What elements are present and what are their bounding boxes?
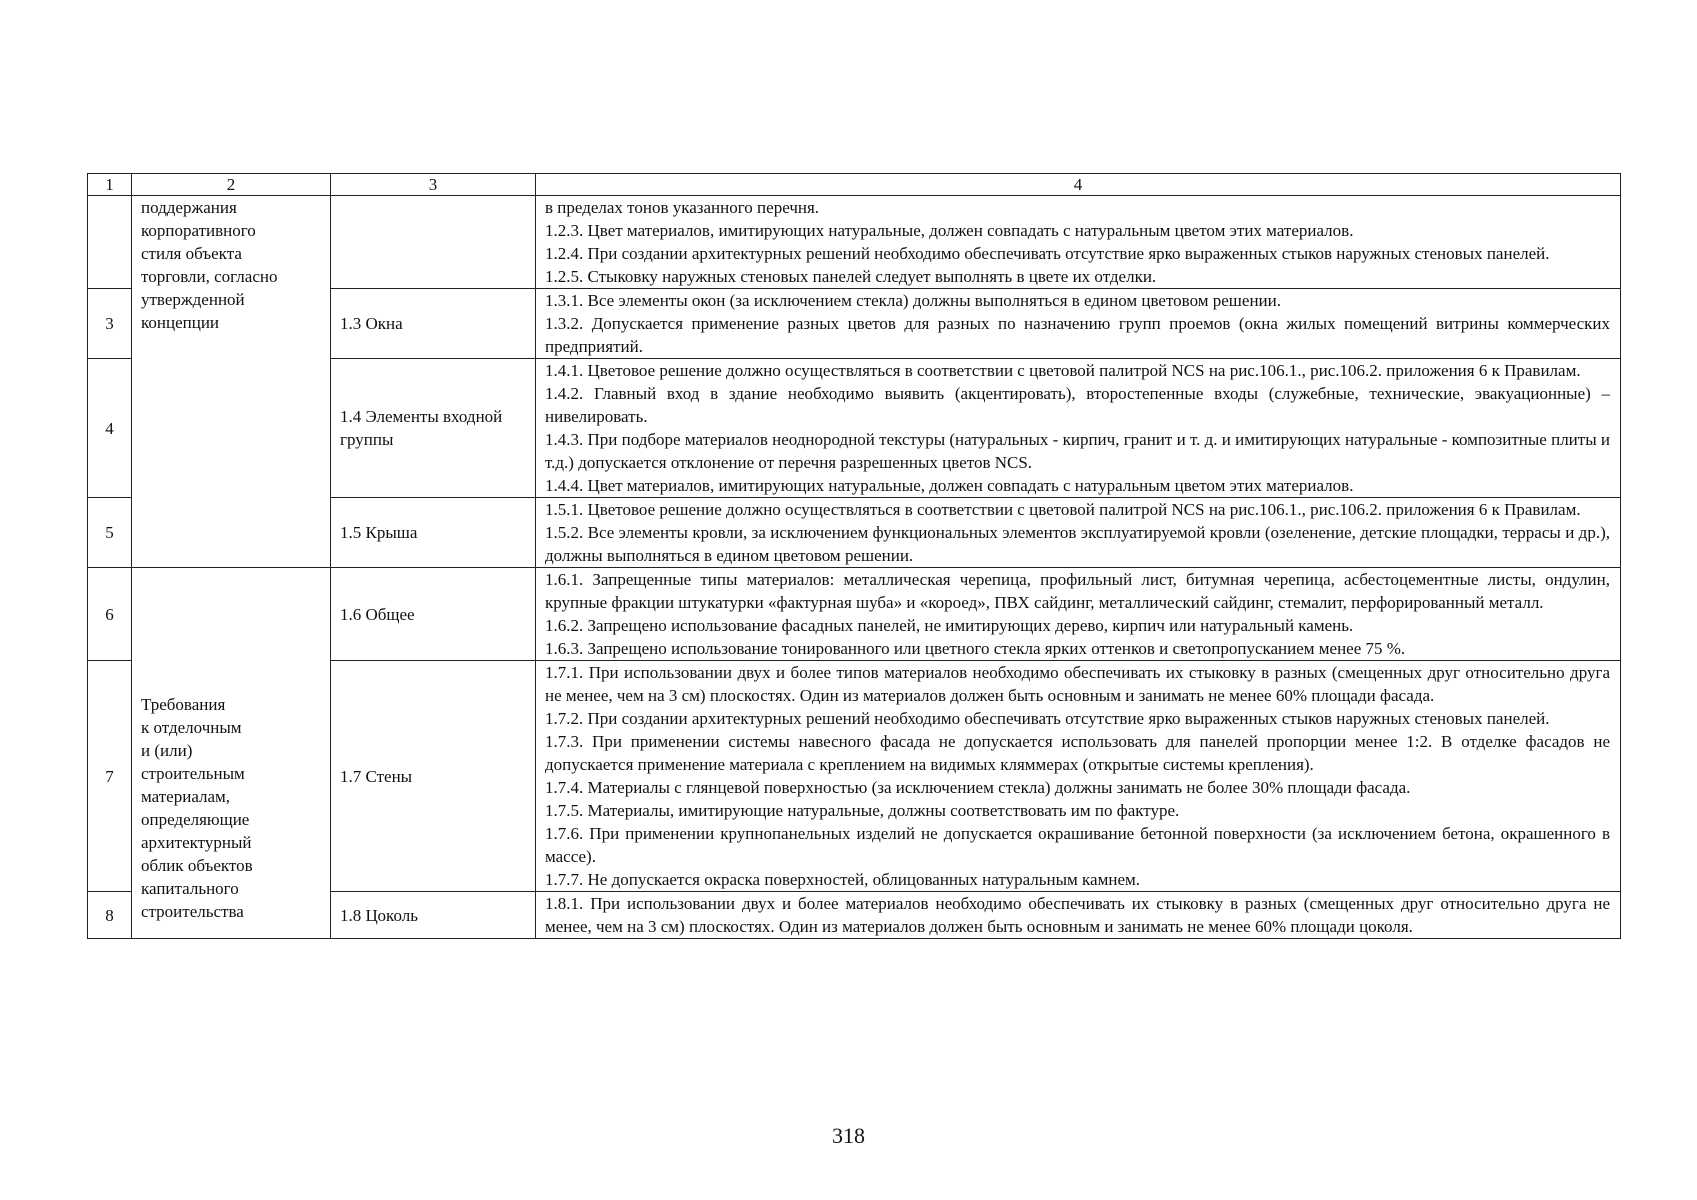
- section-cell: 1.4 Элементы входной группы: [331, 359, 536, 498]
- requirement-item: 1.6.2. Запрещено использование фасадных панелей, не имитирующих дерево, кирпич или натуральный камень.: [545, 616, 1354, 635]
- requirement-item: 1.2.5. Стыковку наружных стеновых панелей следует выполнять в цвете их отделки.: [545, 267, 1157, 286]
- requirement-item: 1.6.1. Запрещенные типы материалов: металлическая черепица, профильный лист, битумная черепица, асбестоцементные листы, ондулин, крупные фракции штукатурки «фактурная шуба» и «короед», ПВХ сайдинг, металлический сайдинг, стемалит, перфорированный металл.: [545, 570, 1610, 612]
- section-cell: 1.3 Окна: [331, 289, 536, 359]
- header-cell-2: 2: [132, 174, 331, 196]
- requirement-item: 1.7.2. При создании архитектурных решений необходимо обеспечивать отсутствие ярко выраженных стыков наружных стеновых панелей.: [545, 709, 1550, 728]
- group-text-line: стиля объекта: [141, 244, 242, 263]
- requirement-item: 1.5.1. Цветовое решение должно осуществляться в соответствии с цветовой палитрой NCS на рис.106.1., рис.106.2. приложения 6 к Правилам.: [545, 500, 1581, 519]
- group-text-line: строительства: [141, 902, 244, 921]
- page-number: 318: [832, 1123, 865, 1148]
- group-text-line: определяющие: [141, 810, 250, 829]
- requirement-item: 1.2.4. При создании архитектурных решений необходимо обеспечивать отсутствие ярко выраженных стыков наружных стеновых панелей.: [545, 244, 1550, 263]
- group-text-line: материалам,: [141, 787, 231, 806]
- requirement-group-materials: [132, 568, 331, 939]
- requirements-table: [87, 173, 1621, 939]
- table-row: [88, 568, 1621, 661]
- row-number: 4: [88, 359, 132, 498]
- row-number: 6: [88, 568, 132, 661]
- group-text-line: облик объектов: [141, 856, 253, 875]
- requirement-item: 1.7.5. Материалы, имитирующие натуральные, должны соответствовать им по фактуре.: [545, 801, 1180, 820]
- requirement-item: 1.5.2. Все элементы кровли, за исключением функциональных элементов эксплуатируемой кровли (озеленение, детские площадки, террасы и др.), должны выполняться в едином цветовом решении.: [545, 523, 1610, 565]
- group-text-line: к отделочным: [141, 718, 242, 737]
- requirement-item: 1.4.3. При подборе материалов неоднородной текстуры (натуральных - кирпич, гранит и т. д. и имитирующих натуральные - композитные плиты и т.д.) допускается отклонение от перечня разрешенных цветов NCS.: [545, 430, 1610, 472]
- group-text-line: Требования: [141, 695, 226, 714]
- requirement-item: 1.4.1. Цветовое решение должно осуществляться в соответствии с цветовой палитрой NCS на рис.106.1., рис.106.2. приложения 6 к Правилам.: [545, 361, 1581, 380]
- row-number: 7: [88, 661, 132, 892]
- group-text-line: торговли, согласно: [141, 267, 278, 286]
- header-cell-3: 3: [331, 174, 536, 196]
- group-text-line: и (или): [141, 741, 193, 760]
- row-number: [88, 196, 132, 289]
- requirement-item: 1.7.3. При применении системы навесного фасада не допускается использовать для панелей пропорции менее 1:2. В отделке фасадов не допускается применение материала с креплением на видимых кляммерах (открытые системы крепления).: [545, 732, 1610, 774]
- row-number: 8: [88, 892, 132, 939]
- requirements-cell: [536, 661, 1621, 892]
- group-text-line: капитального: [141, 879, 239, 898]
- requirements-cell: [536, 359, 1621, 498]
- requirement-item: 1.4.4. Цвет материалов, имитирующих натуральные, должен совпадать с натуральным цветом этих материалов.: [545, 476, 1354, 495]
- group-text-line: архитектурный: [141, 833, 252, 852]
- requirement-item: 1.7.7. Не допускается окраска поверхностей, облицованных натуральным камнем.: [545, 870, 1141, 889]
- group-text-line: утвержденной: [141, 290, 245, 309]
- requirement-item: 1.3.1. Все элементы окон (за исключением стекла) должны выполняться в едином цветовом решении.: [545, 291, 1281, 310]
- requirements-cell: [536, 196, 1621, 289]
- section-cell: 1.8 Цоколь: [331, 892, 536, 939]
- requirements-cell: [536, 498, 1621, 568]
- requirement-item: 1.2.3. Цвет материалов, имитирующих натуральные, должен совпадать с натуральным цветом этих материалов.: [545, 221, 1354, 240]
- header-row: [88, 174, 1621, 196]
- section-cell: [331, 196, 536, 289]
- section-cell: 1.6 Общее: [331, 568, 536, 661]
- requirement-item: 1.7.4. Материалы с глянцевой поверхностью (за исключением стекла) должны занимать не более 30% площади фасада.: [545, 778, 1411, 797]
- requirement-item: в пределах тонов указанного перечня.: [545, 198, 820, 217]
- requirement-item: 1.3.2. Допускается применение разных цветов для разных по назначению групп проемов (окна жилых помещений витрины коммерческих предприятий.: [545, 314, 1610, 356]
- section-cell: 1.5 Крыша: [331, 498, 536, 568]
- requirements-cell: [536, 289, 1621, 359]
- group-text-line: концепции: [141, 313, 220, 332]
- requirement-item: 1.7.6. При применении крупнопанельных изделий не допускается окрашивание бетонной поверхности (за исключением бетона, окрашенного в массе).: [545, 824, 1610, 866]
- group-text-line: поддержания: [141, 198, 237, 217]
- requirements-cell: [536, 892, 1621, 939]
- row-number: 5: [88, 498, 132, 568]
- group-text-line: строительным: [141, 764, 245, 783]
- requirement-item: 1.8.1. При использовании двух и более материалов необходимо обеспечивать их стыковку в разных (смещенных друг относительно друга не менее, чем на 3 см) плоскостях. Один из материалов должен быть основным и занимать не менее 60% площади цоколя.: [545, 894, 1610, 936]
- requirement-group-corporate-style: [132, 196, 331, 568]
- requirement-item: 1.4.2. Главный вход в здание необходимо выявить (акцентировать), второстепенные входы (служебные, технические, эвакуационные) – нивелировать.: [545, 384, 1610, 426]
- header-cell-4: 4: [536, 174, 1621, 196]
- section-cell: 1.7 Стены: [331, 661, 536, 892]
- table-row: [88, 196, 1621, 289]
- requirement-item: 1.7.1. При использовании двух и более типов материалов необходимо обеспечивать их стыковку в разных (смещенных друг относительно друга не менее, чем на 3 см) плоскостях. Один из материалов должен быть основным и занимать не менее 60% площади фасада.: [545, 663, 1610, 705]
- requirements-cell: [536, 568, 1621, 661]
- row-number: 3: [88, 289, 132, 359]
- group-text-line: корпоративного: [141, 221, 256, 240]
- header-cell-1: 1: [88, 174, 132, 196]
- requirement-item: 1.6.3. Запрещено использование тонированного или цветного стекла ярких оттенков и светопропусканием менее 75 %.: [545, 639, 1406, 658]
